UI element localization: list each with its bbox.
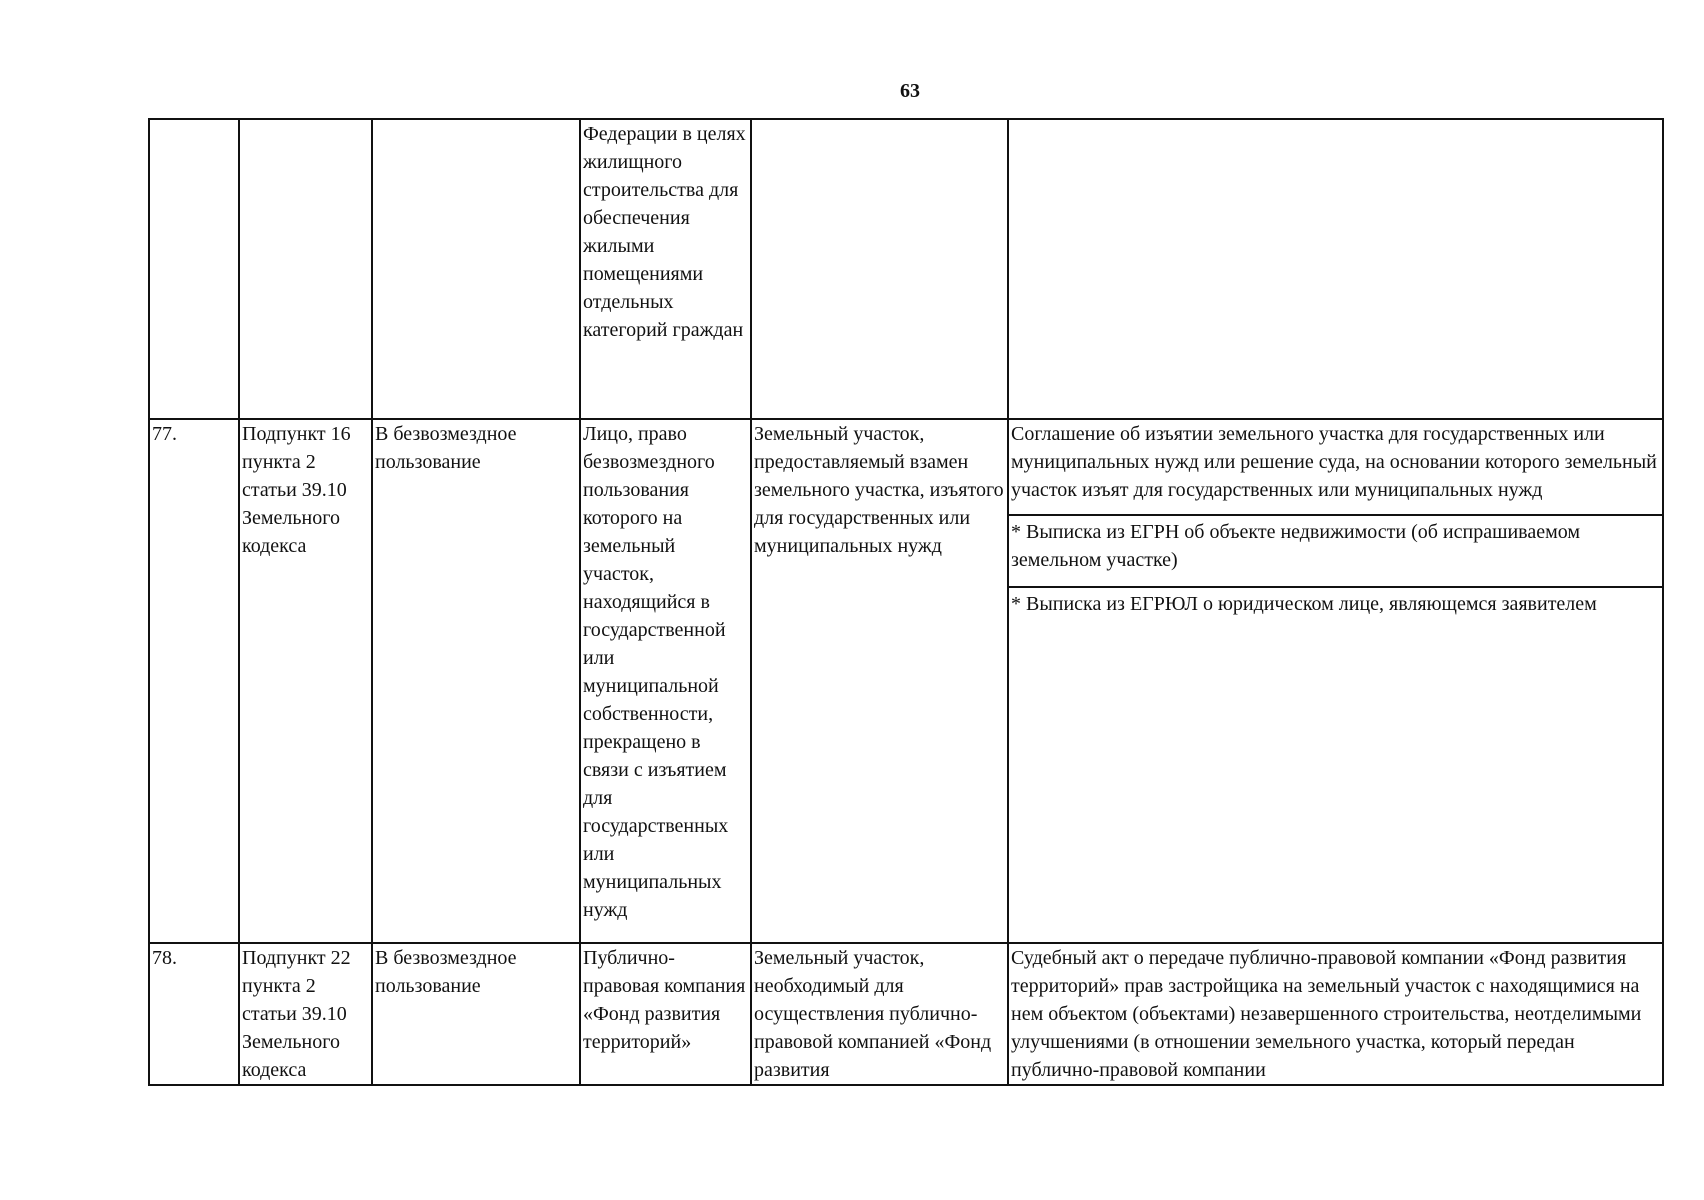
cell-number [149, 943, 239, 1085]
land-plot-text: Земельный участок, необходимый для осуществления публично-правовой компанией «Фонд развития [754, 947, 992, 1081]
recipient-text: Федерации в целях жилищного строительства для обеспечения жилыми помещениями отдельных категорий граждан [583, 123, 746, 341]
row-number: 77. [152, 423, 177, 445]
basis-text: Подпункт 16 пункта 2 статьи 39.10 Земельного кодекса [242, 423, 351, 557]
document-item: Судебный акт о передаче публично-правовой компании «Фонд развития территорий» прав застройщика на земельный участок с находящимися на нем объектом (объектами) незавершенного строительства, неотделимыми улучшениями (в отношении земельного участка, который передан публично-правовой компании [1011, 947, 1642, 1081]
cell-basis [239, 943, 372, 1085]
cell-recipient [580, 419, 751, 943]
cell-recipient [580, 943, 751, 1085]
land-plot-text: Земельный участок, предоставляемый взамен земельного участка, изъятого для государственных или муниципальных нужд [754, 423, 1004, 557]
cell-recipient [580, 119, 751, 419]
cell-number [149, 119, 239, 419]
cell-documents [1008, 943, 1663, 1085]
right-type-text: В безвозмездное пользование [375, 423, 517, 473]
cell-right-type [372, 943, 580, 1085]
cell-basis [239, 419, 372, 943]
document-item: * Выписка из ЕГРН об объекте недвижимости (об испрашиваемом земельном участке) [1009, 514, 1662, 586]
cell-documents [1008, 419, 1663, 943]
table-row [149, 419, 1663, 943]
document-item: Соглашение об изъятии земельного участка для государственных или муниципальных нужд или решение суда, на основании которого земельный участок изъят для государственных или муниципальных нужд [1011, 423, 1657, 501]
cell-land-plot [751, 119, 1008, 419]
table-row [149, 943, 1663, 1085]
documents-table [148, 118, 1664, 1086]
cell-right-type [372, 419, 580, 943]
cell-basis [239, 119, 372, 419]
recipient-text: Лицо, право безвозмездного пользования которого на земельный участок, находящийся в государственной или муниципальной собственности, прекращено в связи с изъятием для государственных или муниципальных нужд [583, 423, 729, 921]
table-row-continuation [149, 119, 1663, 419]
cell-land-plot [751, 419, 1008, 943]
cell-number [149, 419, 239, 943]
right-type-text: В безвозмездное пользование [375, 947, 517, 997]
recipient-text: Публично-правовая компания «Фонд развития территорий» [583, 947, 746, 1053]
page-number: 63 [900, 80, 920, 102]
basis-text: Подпункт 22 пункта 2 статьи 39.10 Земельного кодекса [242, 947, 351, 1081]
cell-land-plot [751, 943, 1008, 1085]
document-item: * Выписка из ЕГРЮЛ о юридическом лице, являющемся заявителем [1009, 586, 1662, 630]
row-number: 78. [152, 947, 177, 969]
cell-right-type [372, 119, 580, 419]
cell-documents [1008, 119, 1663, 419]
